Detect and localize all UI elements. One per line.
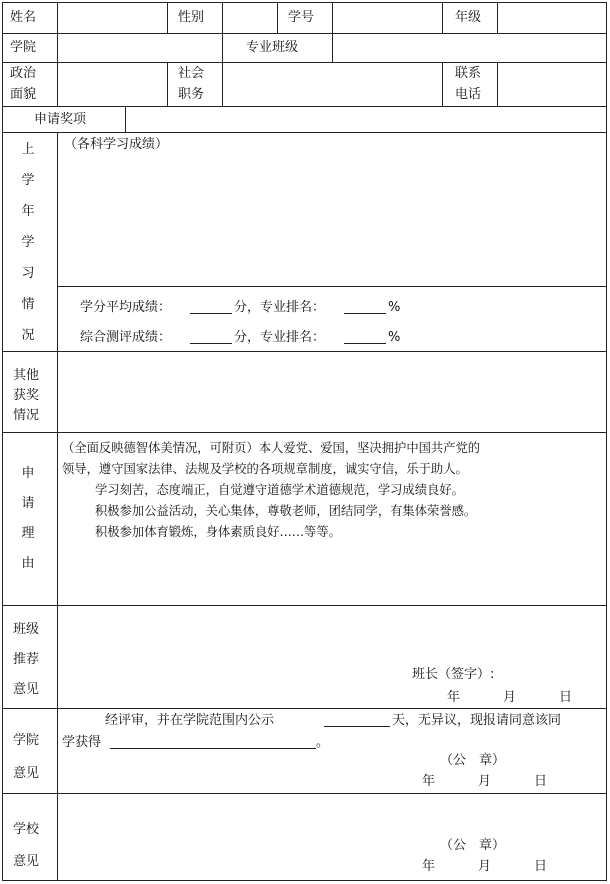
college-opinion-label-line2: 意见 <box>13 766 40 781</box>
gpa-input[interactable] <box>190 300 232 314</box>
study-label-char: 学 <box>21 173 35 188</box>
contact-label-line1: 联系 <box>455 66 482 81</box>
col-divider <box>167 62 168 106</box>
study-label-char: 习 <box>21 266 35 281</box>
college-year-label: 年 <box>422 774 436 789</box>
college-opinion-label-line1: 学院 <box>13 733 40 748</box>
study-inner-divider <box>57 286 607 287</box>
study-label-char: 年 <box>21 204 35 219</box>
school-seal-label: （公 章） <box>440 838 506 853</box>
col-divider <box>442 2 443 33</box>
reason-line: 积极参加公益活动，关心集体，尊敬老师，团结同学，有集体荣誉感。 <box>95 504 477 518</box>
reason-field[interactable] <box>58 545 606 604</box>
award-label: 申请奖项 <box>34 112 87 127</box>
reason-label-char: 申 <box>21 466 35 481</box>
political-label-line2: 面貌 <box>10 87 37 102</box>
political-status-field[interactable] <box>58 63 166 105</box>
college-opinion-period: 。 <box>316 735 330 750</box>
class-month-label: 月 <box>503 690 517 705</box>
reason-label-char: 请 <box>21 496 35 511</box>
reason-line: 积极参加体育锻炼，身体素质良好……等等。 <box>95 525 341 539</box>
row-divider <box>2 132 607 133</box>
reason-label-char: 由 <box>21 556 35 571</box>
grade-label: 年级 <box>455 10 482 25</box>
reason-line: 学习刻苦，态度端正，自觉遵守道德学术道德规范，学习成绩良好。 <box>95 483 464 497</box>
student-id-label: 学号 <box>288 10 315 25</box>
gpa-rank-label: 分，专业排名： <box>234 300 326 315</box>
study-section-label <box>20 142 36 359</box>
study-label-char: 情 <box>21 297 35 312</box>
class-opinion-label-line1: 班级 <box>13 622 40 637</box>
class-day-label: 日 <box>559 690 573 705</box>
class-opinion-field[interactable] <box>58 606 606 664</box>
college-opinion-text: 学获得 <box>62 735 102 750</box>
col-divider <box>167 2 168 33</box>
social-role-label-line2: 职务 <box>178 87 205 102</box>
study-label-char: 况 <box>21 328 35 343</box>
other-awards-label-line1: 其他 <box>13 368 40 383</box>
eval-rank-label: 分，专业排名： <box>234 330 326 345</box>
reason-label-char: 理 <box>21 526 35 541</box>
college-seal-label: （公 章） <box>440 753 506 768</box>
study-label-char: 上 <box>21 142 35 157</box>
school-opinion-label-line1: 学校 <box>13 822 40 837</box>
gpa-label: 学分平均成绩： <box>80 300 172 315</box>
reason-section-label <box>20 466 36 586</box>
gender-field[interactable] <box>223 3 276 32</box>
college-label: 学院 <box>10 40 37 55</box>
reason-line: 领导，遵守国家法律、法规及学校的各项规章制度，诚实守信，乐于助人。 <box>62 462 468 476</box>
school-month-label: 月 <box>478 859 492 874</box>
eval-rank-percent: % <box>388 330 401 345</box>
col-divider <box>222 33 223 62</box>
eval-input[interactable] <box>190 330 232 344</box>
school-opinion-field[interactable] <box>58 794 606 834</box>
class-opinion-label-line3: 意见 <box>13 682 40 697</box>
study-note: （各科学习成绩） <box>64 137 169 152</box>
student-id-field[interactable] <box>333 3 441 32</box>
college-field[interactable] <box>58 34 221 61</box>
college-month-label: 月 <box>478 774 492 789</box>
college-opinion-text: 经评审，并在学院范围内公示 <box>105 713 275 728</box>
contact-label-line2: 电话 <box>455 87 482 102</box>
row-divider <box>2 432 607 433</box>
award-granted-input[interactable] <box>110 735 316 749</box>
course-grades-area[interactable] <box>58 155 606 285</box>
row-divider <box>2 708 607 709</box>
school-opinion-label-line2: 意见 <box>13 854 40 869</box>
college-opinion-text: 天，无异议，现报请同意该同 <box>392 713 562 728</box>
gpa-rank-percent: % <box>388 300 401 315</box>
major-class-field[interactable] <box>333 34 606 61</box>
eval-rank-input[interactable] <box>344 330 386 344</box>
name-field[interactable] <box>58 3 166 32</box>
reason-line: （全面反映德智体美情况，可附页）本人爱党、爱国，坚决拥护中国共产党的 <box>62 441 481 455</box>
other-awards-label-line2: 获奖 <box>13 388 40 403</box>
study-label-char: 学 <box>21 235 35 250</box>
class-year-label: 年 <box>447 690 461 705</box>
name-label: 姓名 <box>10 10 37 25</box>
gpa-rank-input[interactable] <box>344 300 386 314</box>
other-awards-label-line3: 情况 <box>13 408 40 423</box>
social-role-field[interactable] <box>223 63 441 105</box>
major-class-label: 专业班级 <box>246 40 299 55</box>
award-field[interactable] <box>126 107 606 131</box>
col-divider <box>277 2 278 33</box>
school-day-label: 日 <box>534 859 548 874</box>
political-label-line1: 政治 <box>10 66 37 81</box>
grade-field[interactable] <box>498 3 606 32</box>
college-day-label: 日 <box>534 774 548 789</box>
gender-label: 性别 <box>178 10 205 25</box>
publicity-days-input[interactable] <box>324 713 390 727</box>
contact-phone-field[interactable] <box>498 63 606 105</box>
eval-label: 综合测评成绩： <box>80 330 172 345</box>
social-role-label-line1: 社会 <box>178 66 205 81</box>
school-year-label: 年 <box>422 859 436 874</box>
col-divider <box>442 62 443 106</box>
class-opinion-label-line2: 推荐 <box>13 652 40 667</box>
other-awards-field[interactable] <box>58 352 606 431</box>
monitor-signature-label: 班长（签字）: <box>412 667 495 682</box>
